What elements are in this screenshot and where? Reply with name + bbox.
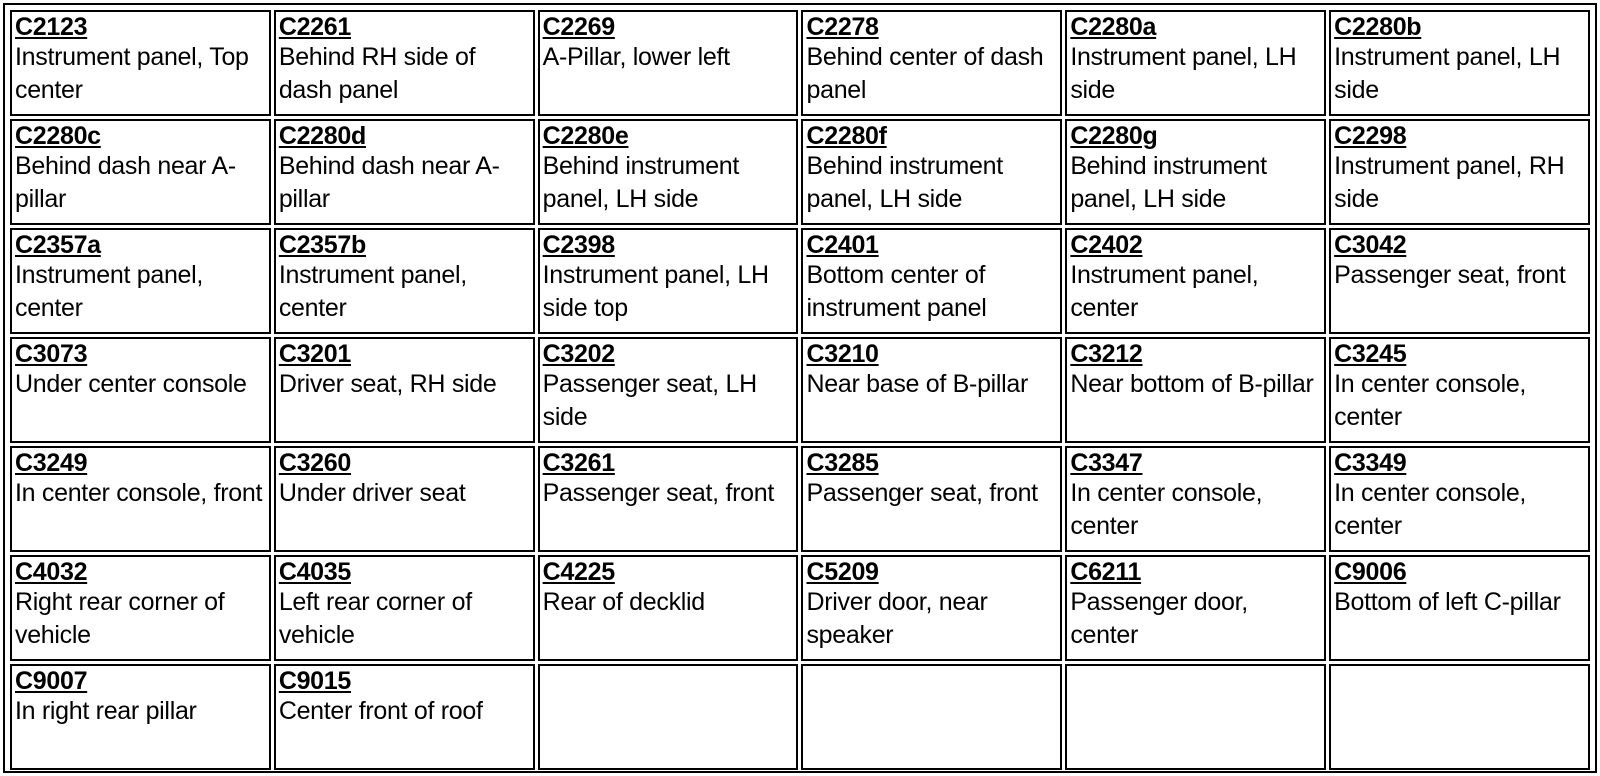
connector-location-description: Rear of decklid	[542, 588, 705, 616]
table-cell	[274, 337, 535, 443]
table-cell	[1065, 119, 1326, 225]
connector-location-description: Behind dash near A-pillar	[278, 152, 500, 213]
connector-location-description: Instrument panel, LH side	[1334, 43, 1561, 104]
connector-code: C3210	[806, 340, 879, 368]
table-cell	[1329, 119, 1590, 225]
table-cell	[538, 446, 799, 552]
connector-location-description: Behind RH side of dash panel	[278, 43, 476, 104]
table-cell	[1329, 555, 1590, 661]
connector-location-description: Passenger seat, front	[1334, 261, 1566, 289]
connector-location-description: Passenger seat, front	[806, 479, 1038, 507]
connector-code: C4225	[542, 558, 615, 586]
table-cell	[801, 228, 1062, 334]
connector-code: C3201	[278, 340, 351, 368]
table-cell	[274, 228, 535, 334]
connector-code: C2398	[542, 231, 615, 259]
table-body	[10, 10, 1590, 770]
table-cell	[1065, 664, 1326, 770]
connector-code: C3347	[1070, 449, 1143, 477]
connector-location-description: In center console, front	[15, 479, 263, 507]
table-cell	[1329, 10, 1590, 116]
table-cell	[10, 664, 271, 770]
connector-location-description: Passenger seat, LH side	[542, 370, 757, 431]
connector-location-description: Behind instrument panel, LH side	[542, 152, 740, 213]
connector-code: C2280d	[278, 122, 366, 150]
connector-location-table	[7, 7, 1593, 773]
connector-code: C3042	[1334, 231, 1407, 259]
connector-code: C9006	[1334, 558, 1407, 586]
table-cell	[10, 10, 271, 116]
connector-location-description: Near bottom of B-pillar	[1070, 370, 1314, 398]
connector-code: C3260	[278, 449, 351, 477]
connector-code: C2261	[278, 13, 351, 41]
connector-code: C2280c	[15, 122, 101, 150]
connector-location-description: Bottom center of instrument panel	[806, 261, 987, 322]
connector-code: C3073	[15, 340, 88, 368]
table-cell	[274, 664, 535, 770]
connector-code: C3349	[1334, 449, 1407, 477]
connector-code: C5209	[806, 558, 879, 586]
connector-code: C3212	[1070, 340, 1143, 368]
connector-location-description: Under center console	[15, 370, 247, 398]
connector-location-description: Behind instrument panel, LH side	[806, 152, 1003, 213]
connector-location-description: Instrument panel, center	[278, 261, 467, 322]
table-cell	[10, 337, 271, 443]
connector-code: C2123	[15, 13, 88, 41]
table-row	[10, 664, 1590, 770]
connector-location-description: Near base of B-pillar	[806, 370, 1029, 398]
connector-location-description: Passenger door, center	[1070, 588, 1248, 649]
table-cell	[1329, 228, 1590, 334]
connector-code: C4032	[15, 558, 88, 586]
connector-location-description: Instrument panel, center	[1070, 261, 1259, 322]
connector-location-description: Behind instrument panel, LH side	[1070, 152, 1267, 213]
table-cell	[274, 555, 535, 661]
table-cell	[10, 446, 271, 552]
table-cell	[801, 10, 1062, 116]
table-cell	[1329, 664, 1590, 770]
connector-location-description: Under driver seat	[278, 479, 466, 507]
table-cell	[1065, 228, 1326, 334]
table-cell	[1329, 337, 1590, 443]
connector-code: C3285	[806, 449, 879, 477]
connector-location-description: Behind dash near A-pillar	[15, 152, 236, 213]
table-cell	[1065, 337, 1326, 443]
table-cell	[1065, 10, 1326, 116]
connector-location-description: Right rear corner of vehicle	[15, 588, 225, 649]
connector-code: C9015	[278, 667, 351, 695]
connector-location-description: Center front of roof	[278, 697, 483, 725]
table-cell	[801, 555, 1062, 661]
connector-location-description: Passenger seat, front	[542, 479, 774, 507]
table-row	[10, 555, 1590, 661]
table-cell	[538, 119, 799, 225]
table-cell	[1065, 446, 1326, 552]
connector-code: C2280b	[1334, 13, 1422, 41]
table-cell	[538, 10, 799, 116]
table-cell	[274, 119, 535, 225]
connector-location-description: A-Pillar, lower left	[542, 43, 730, 71]
table-row	[10, 228, 1590, 334]
table-cell	[801, 664, 1062, 770]
table-cell	[538, 337, 799, 443]
table-cell	[274, 446, 535, 552]
connector-location-description: Driver door, near speaker	[806, 588, 988, 649]
connector-location-description: Instrument panel, LH side	[1070, 43, 1297, 104]
connector-location-description: Driver seat, RH side	[278, 370, 497, 398]
table-cell	[10, 119, 271, 225]
connector-code: C6211	[1070, 558, 1142, 586]
table-cell	[10, 228, 271, 334]
table-row	[10, 119, 1590, 225]
connector-code: C2280g	[1070, 122, 1158, 150]
table-row	[10, 337, 1590, 443]
table-cell	[538, 555, 799, 661]
connector-location-description: In center console, center	[1334, 479, 1527, 540]
connector-location-description: Instrument panel, Top center	[15, 43, 249, 104]
connector-location-description: Bottom of left C-pillar	[1334, 588, 1561, 616]
table-cell	[538, 664, 799, 770]
connector-code: C3249	[15, 449, 88, 477]
table-cell	[1329, 446, 1590, 552]
connector-location-description: In center console, center	[1334, 370, 1527, 431]
table-row	[10, 446, 1590, 552]
table-cell	[274, 10, 535, 116]
connector-code: C2401	[806, 231, 879, 259]
connector-code: C2357b	[278, 231, 366, 259]
table-cell	[1065, 555, 1326, 661]
connector-code: C2357a	[15, 231, 101, 259]
connector-code: C2278	[806, 13, 879, 41]
table-cell	[10, 555, 271, 661]
connector-code: C2298	[1334, 122, 1407, 150]
table-cell	[801, 446, 1062, 552]
connector-location-description: Instrument panel, LH side top	[542, 261, 769, 322]
connector-code: C3261	[542, 449, 615, 477]
table-row	[10, 10, 1590, 116]
table-cell	[538, 228, 799, 334]
connector-code: C3245	[1334, 340, 1407, 368]
connector-location-grid	[3, 3, 1597, 773]
connector-location-description: In center console, center	[1070, 479, 1263, 540]
connector-location-description: Behind center of dash panel	[806, 43, 1044, 104]
connector-code: C3202	[542, 340, 615, 368]
table-cell	[801, 337, 1062, 443]
connector-code: C4035	[278, 558, 351, 586]
table-cell	[801, 119, 1062, 225]
connector-location-description: Instrument panel, RH side	[1334, 152, 1565, 213]
connector-code: C2280a	[1070, 13, 1157, 41]
connector-location-description: In right rear pillar	[15, 697, 197, 725]
connector-code: C2269	[542, 13, 615, 41]
connector-code: C2402	[1070, 231, 1143, 259]
connector-location-description: Instrument panel, center	[15, 261, 204, 322]
connector-code: C2280f	[806, 122, 887, 150]
connector-code: C9007	[15, 667, 88, 695]
connector-code: C2280e	[542, 122, 629, 150]
connector-location-description: Left rear corner of vehicle	[278, 588, 472, 649]
